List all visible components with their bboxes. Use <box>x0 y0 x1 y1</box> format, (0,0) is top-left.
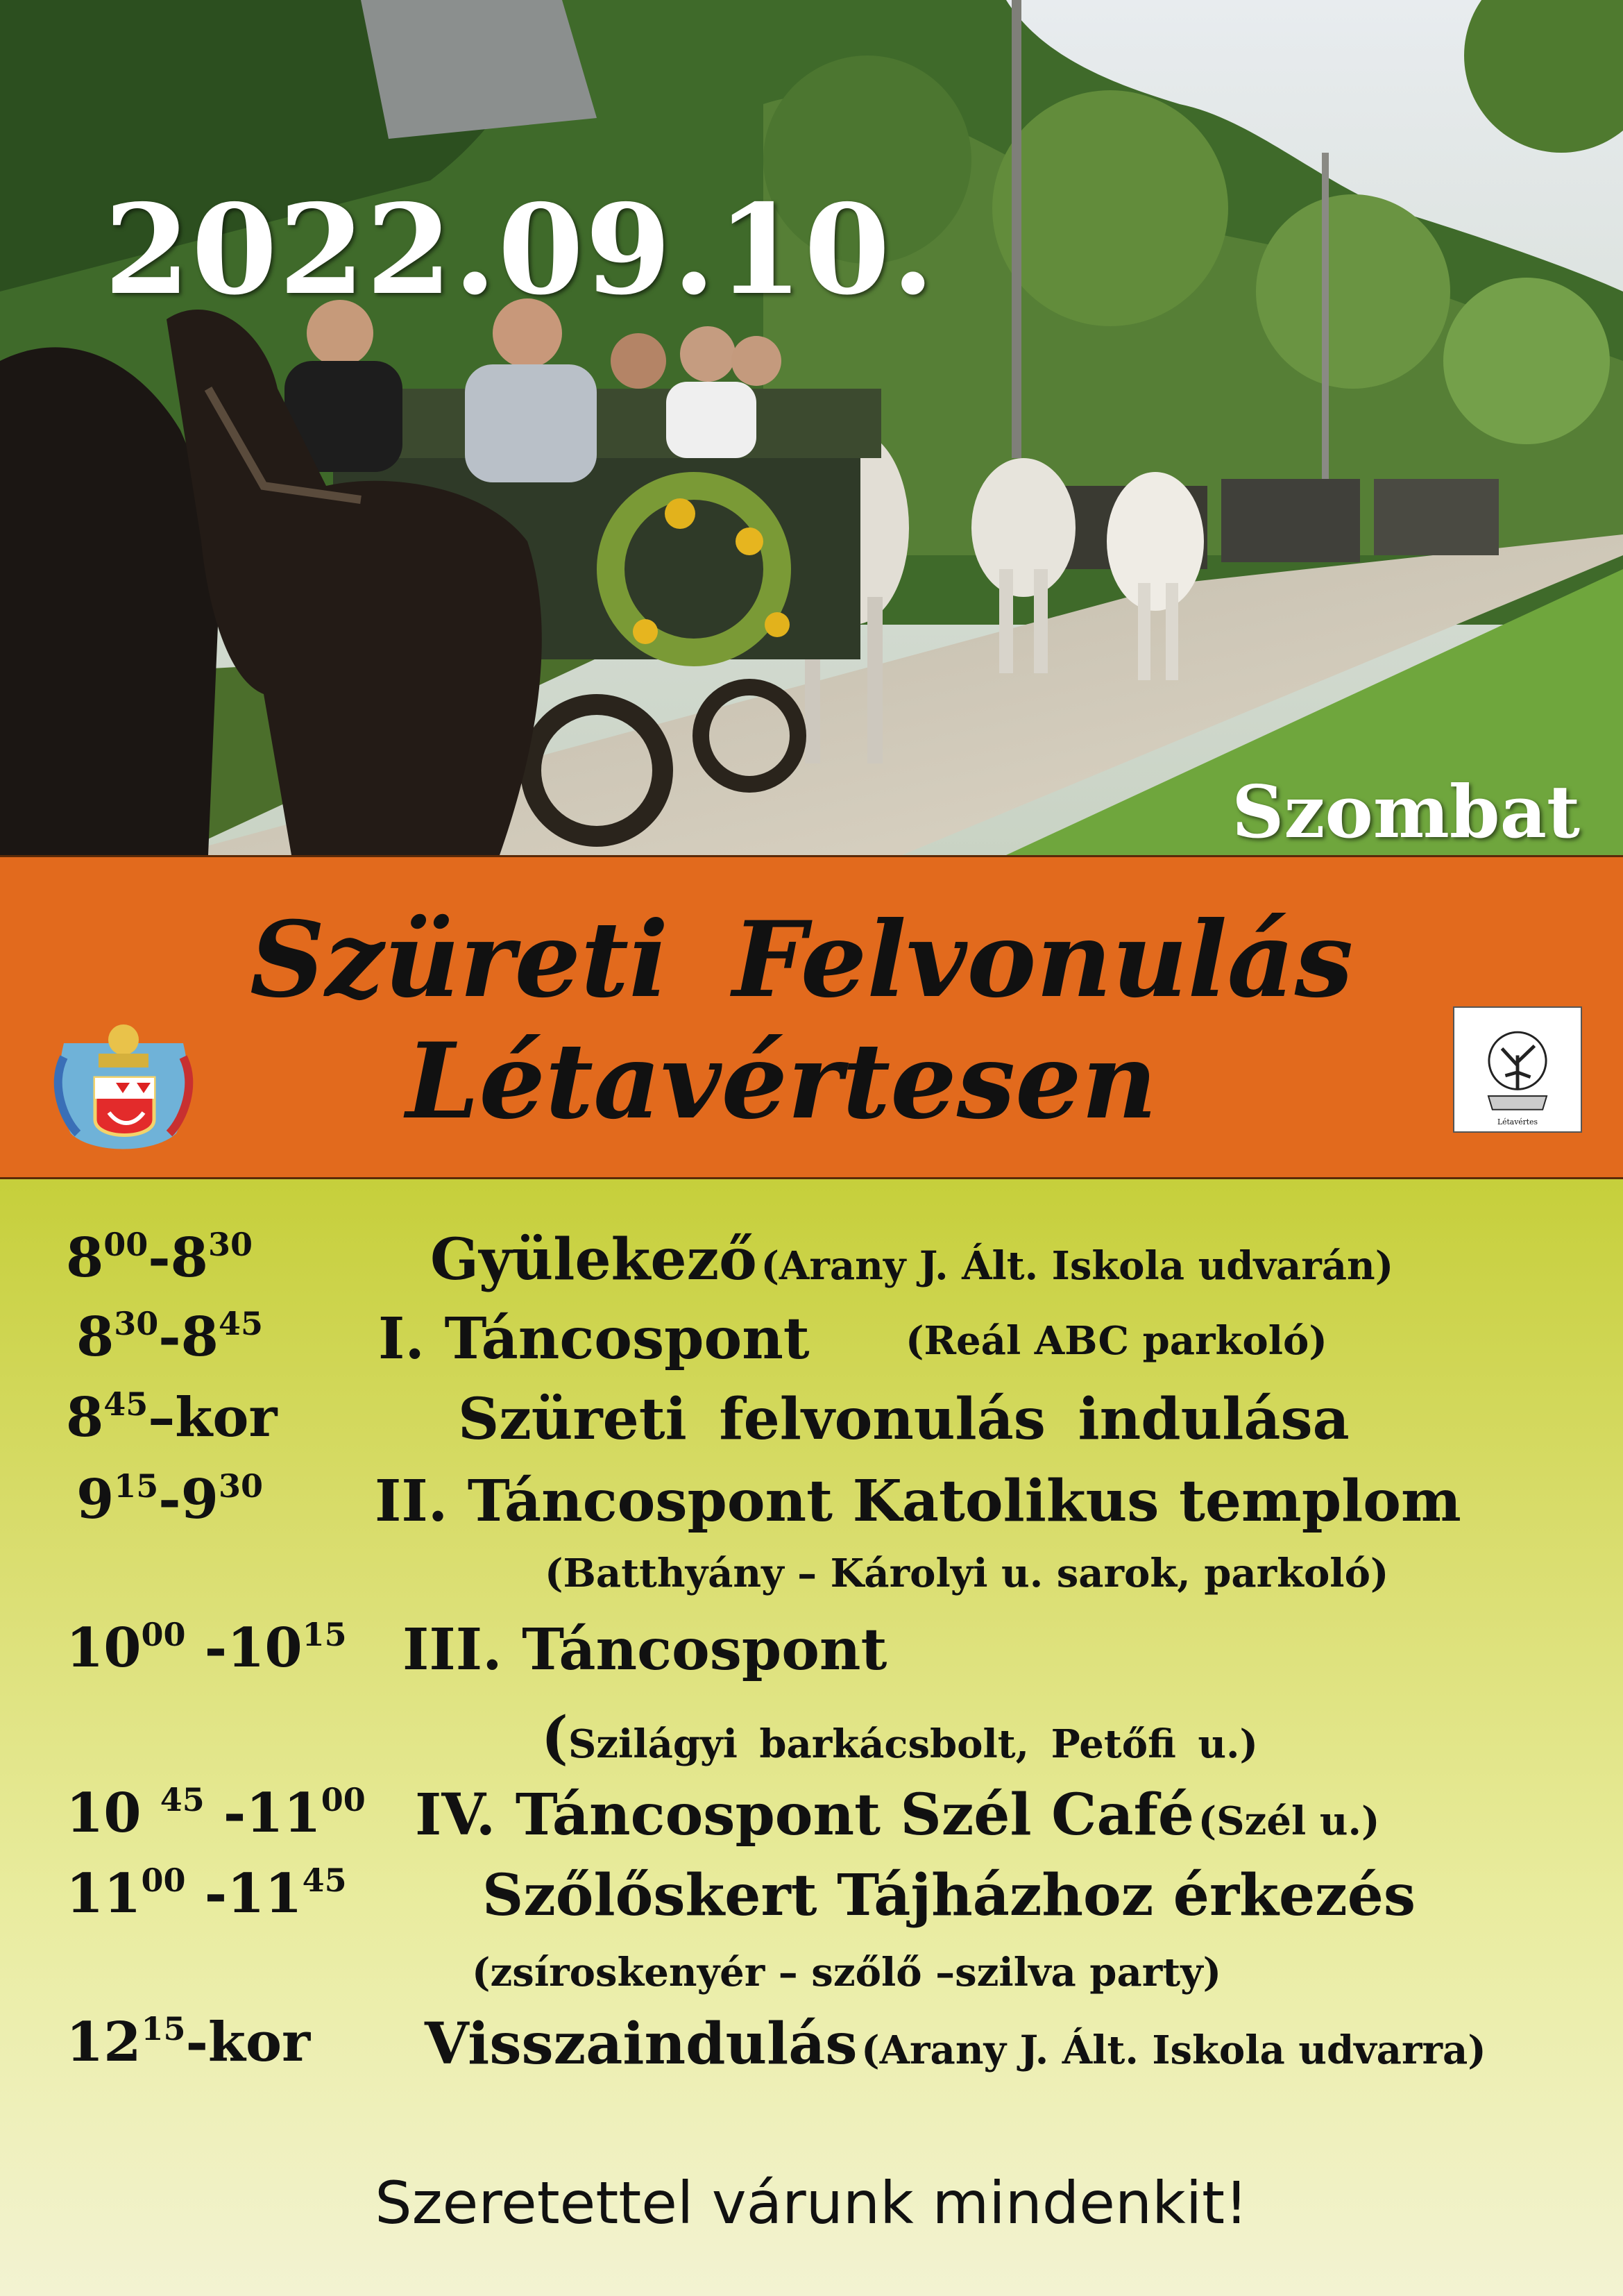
title-banner <box>0 855 1623 1179</box>
schedule-row-6: 10 $^{45}$ $-11^{00}$ <box>66 1781 366 1845</box>
title-line-1: Szüreti Felvonulás <box>250 899 1354 1021</box>
schedule-row-7-title: Szőlőskert Tájházhoz érkezés <box>482 1862 1416 1929</box>
event-day: Szombat <box>1232 769 1580 854</box>
tree-icon <box>1454 1008 1581 1131</box>
schedule-row-1-title: Gyülekező (Arany J. Ált. Iskola udvarán) <box>430 1226 1394 1293</box>
schedule-row-5-note: (Szilágyi barkácsbolt, Petőfi u.) <box>541 1705 1259 1771</box>
schedule-row-8-title: Visszaindulás (Arany J. Ált. Iskola udvarra) <box>425 2011 1486 2077</box>
event-date: 2022.09.10. <box>104 177 936 322</box>
schedule-row-4-note: (Batthyány – Károlyi u. sarok, parkoló) <box>545 1551 1389 1596</box>
schedule-row-4: $9^{15}-9^{30}$ <box>76 1467 263 1531</box>
schedule-row-3-title: Szüreti felvonulás indulása <box>458 1386 1350 1453</box>
schedule-row-8: $12^{15}$-kor <box>66 2010 311 2074</box>
schedule-row-2-title: I. Táncospont <box>378 1306 810 1372</box>
closing-message: Szeretettel várunk mindenkit! <box>375 2169 1248 2237</box>
header-photo <box>0 0 1623 855</box>
schedule-row-7-note: (zsíroskenyér – szőlő –szilva party) <box>472 1950 1222 1995</box>
schedule-row-7: $11^{00}$ $-11^{45}$ <box>66 1862 347 1925</box>
horse-cart-parade-photo <box>0 0 1623 855</box>
library-logo <box>1453 1006 1582 1133</box>
schedule-row-2: $8^{30}-8^{45}$ <box>76 1305 263 1369</box>
time-start: $8^{00}-8^{30}$ <box>66 1226 253 1290</box>
coat-of-arms-icon <box>50 1015 197 1167</box>
title-line-2: Létavértesen <box>406 1020 1157 1142</box>
schedule-row-5: $10^{00}$ $-10^{15}$ <box>66 1616 347 1680</box>
schedule-row-4-title: II. Táncospont Katolikus templom <box>375 1468 1461 1535</box>
schedule-note: (Arany J. Ált. Iskola udvarán) <box>760 1243 1394 1289</box>
schedule-section <box>0 1179 1623 2296</box>
schedule-row-6-title: IV. Táncospont Szél Café (Szél u.) <box>415 1782 1380 1848</box>
schedule-row-1 <box>66 1226 253 1290</box>
schedule-row-5-title: III. Táncospont <box>402 1617 887 1683</box>
schedule-row-2-note: (Reál ABC parkoló) <box>906 1318 1327 1364</box>
schedule-row-3: $8^{45}$–kor <box>66 1385 278 1449</box>
svg-text:Létavértes: Létavértes <box>1497 1117 1538 1127</box>
